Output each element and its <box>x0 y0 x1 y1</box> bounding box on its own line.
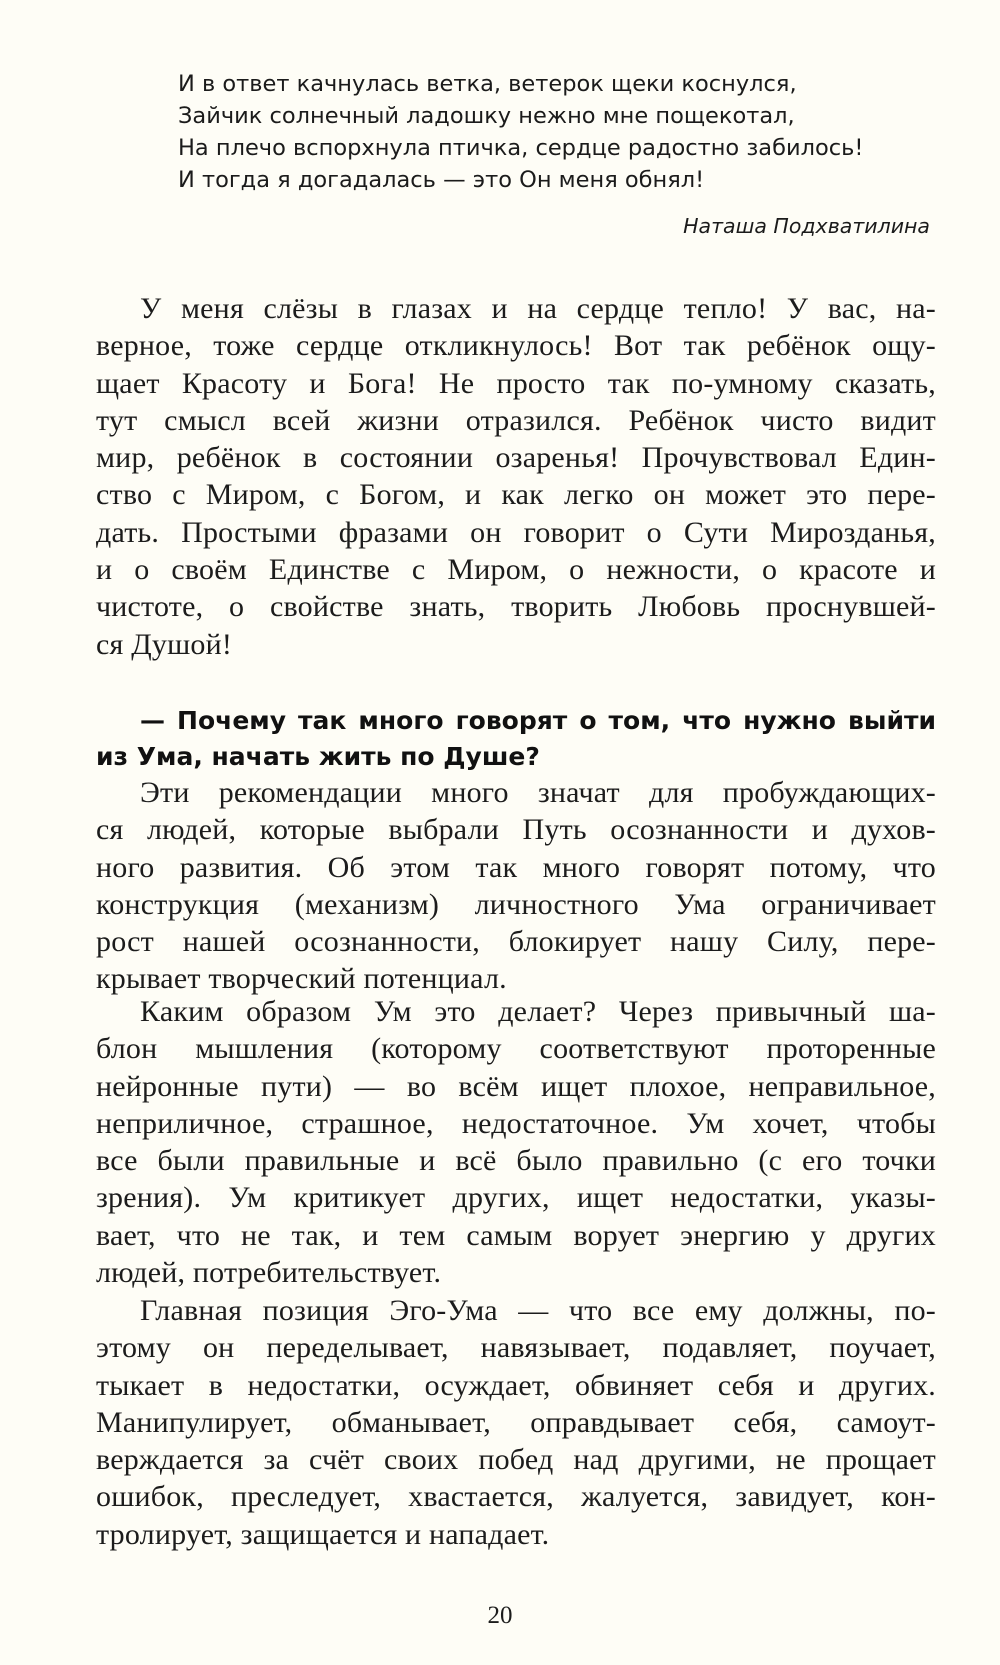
text-line: Каким образом Ум это делает? Через привычный ша- <box>140 995 936 1028</box>
text-line: зрения). Ум критикует других, ищет недостатки, указы- <box>96 1181 936 1215</box>
text-line: людей, потребительствует. <box>96 1256 442 1290</box>
poem-author: Наташа Подхватилина <box>683 214 930 238</box>
paragraph-3 <box>96 993 936 1291</box>
text-line: этому он переделывает, навязывает, подавляет, поучает, <box>96 1331 936 1365</box>
text-line: тыкает в недостатки, осуждает, обвиняет себя и других. <box>96 1368 936 1402</box>
text-line: вает, что не так, и тем самым ворует энергию у других <box>96 1218 936 1252</box>
text-line: ство с Миром, с Богом, и как легко он может это пере- <box>96 478 936 512</box>
text-line: неприличное, страшное, недостаточное. Ум хочет, чтобы <box>96 1106 936 1140</box>
paragraph-1 <box>96 290 936 663</box>
text-line: Главная позиция Эго-Ума — что все ему должны, по- <box>140 1294 936 1327</box>
poem-line: На плечо вспорхнула птичка, сердце радостно забилось! <box>178 135 864 161</box>
text-line: тролирует, защищается и нападает. <box>96 1517 550 1551</box>
text-line: чистоте, о свойстве знать, творить Любовь проснувшей- <box>96 590 936 624</box>
text-line: верное, тоже сердце откликнулось! Вот так ребёнок ощу- <box>96 329 936 363</box>
text-line: рост нашей осознанности, блокирует нашу Силу, пере- <box>96 925 936 959</box>
text-line: Эти рекомендации много значат для пробуждающих- <box>140 776 936 809</box>
text-line: тут смысл всей жизни отразился. Ребёнок чисто видит <box>96 403 936 437</box>
text-line: дать. Простыми фразами он говорит о Сути Мирозданья, <box>96 515 936 549</box>
text-line: Манипулирует, обманывает, оправдывает себя, самоут- <box>96 1405 936 1439</box>
poem <box>178 68 930 196</box>
text-line: У меня слёзы в глазах и на сердце тепло! У вас, на- <box>140 292 936 325</box>
poem-line: И в ответ качнулась ветка, ветерок щеки коснулся, <box>178 71 797 97</box>
question-heading <box>96 703 936 775</box>
text-line: ся людей, которые выбрали Путь осознанности и духов- <box>96 813 936 847</box>
text-line: ного развития. Об этом так много говорят потому, что <box>96 850 936 884</box>
question-line: — Почему так много говорят о том, что нужно выйти <box>140 706 936 735</box>
text-line: верждается за счёт своих побед над другими, не прощает <box>96 1443 936 1477</box>
text-line: ся Душой! <box>96 627 233 661</box>
text-line: ошибок, преследует, хвастается, жалуется, завидует, кон- <box>96 1480 936 1514</box>
text-line: блон мышления (которому соответствуют проторенные <box>96 1032 936 1066</box>
question-line: из Ума, начать жить по Душе? <box>96 742 540 771</box>
paragraph-4 <box>96 1292 936 1553</box>
page-number: 20 <box>487 1602 513 1629</box>
poem-line: И тогда я догадалась — это Он меня обнял! <box>178 167 705 193</box>
text-line: все были правильные и всё было правильно (с его точки <box>96 1144 936 1178</box>
poem-line: Зайчик солнечный ладошку нежно мне пощекотал, <box>178 103 795 129</box>
text-line: и о своём Единстве с Миром, о нежности, о красоте и <box>96 553 936 587</box>
text-line: крывает творческий потенциал. <box>96 962 507 996</box>
text-line: щает Красоту и Бога! Не просто так по-умному сказать, <box>96 366 936 400</box>
text-line: нейронные пути) — во всём ищет плохое, неправильное, <box>96 1069 936 1103</box>
text-line: конструкция (механизм) личностного Ума ограничивает <box>96 887 936 921</box>
text-line: мир, ребёнок в состоянии озаренья! Прочувствовал Един- <box>96 441 936 475</box>
paragraph-2 <box>96 774 936 998</box>
